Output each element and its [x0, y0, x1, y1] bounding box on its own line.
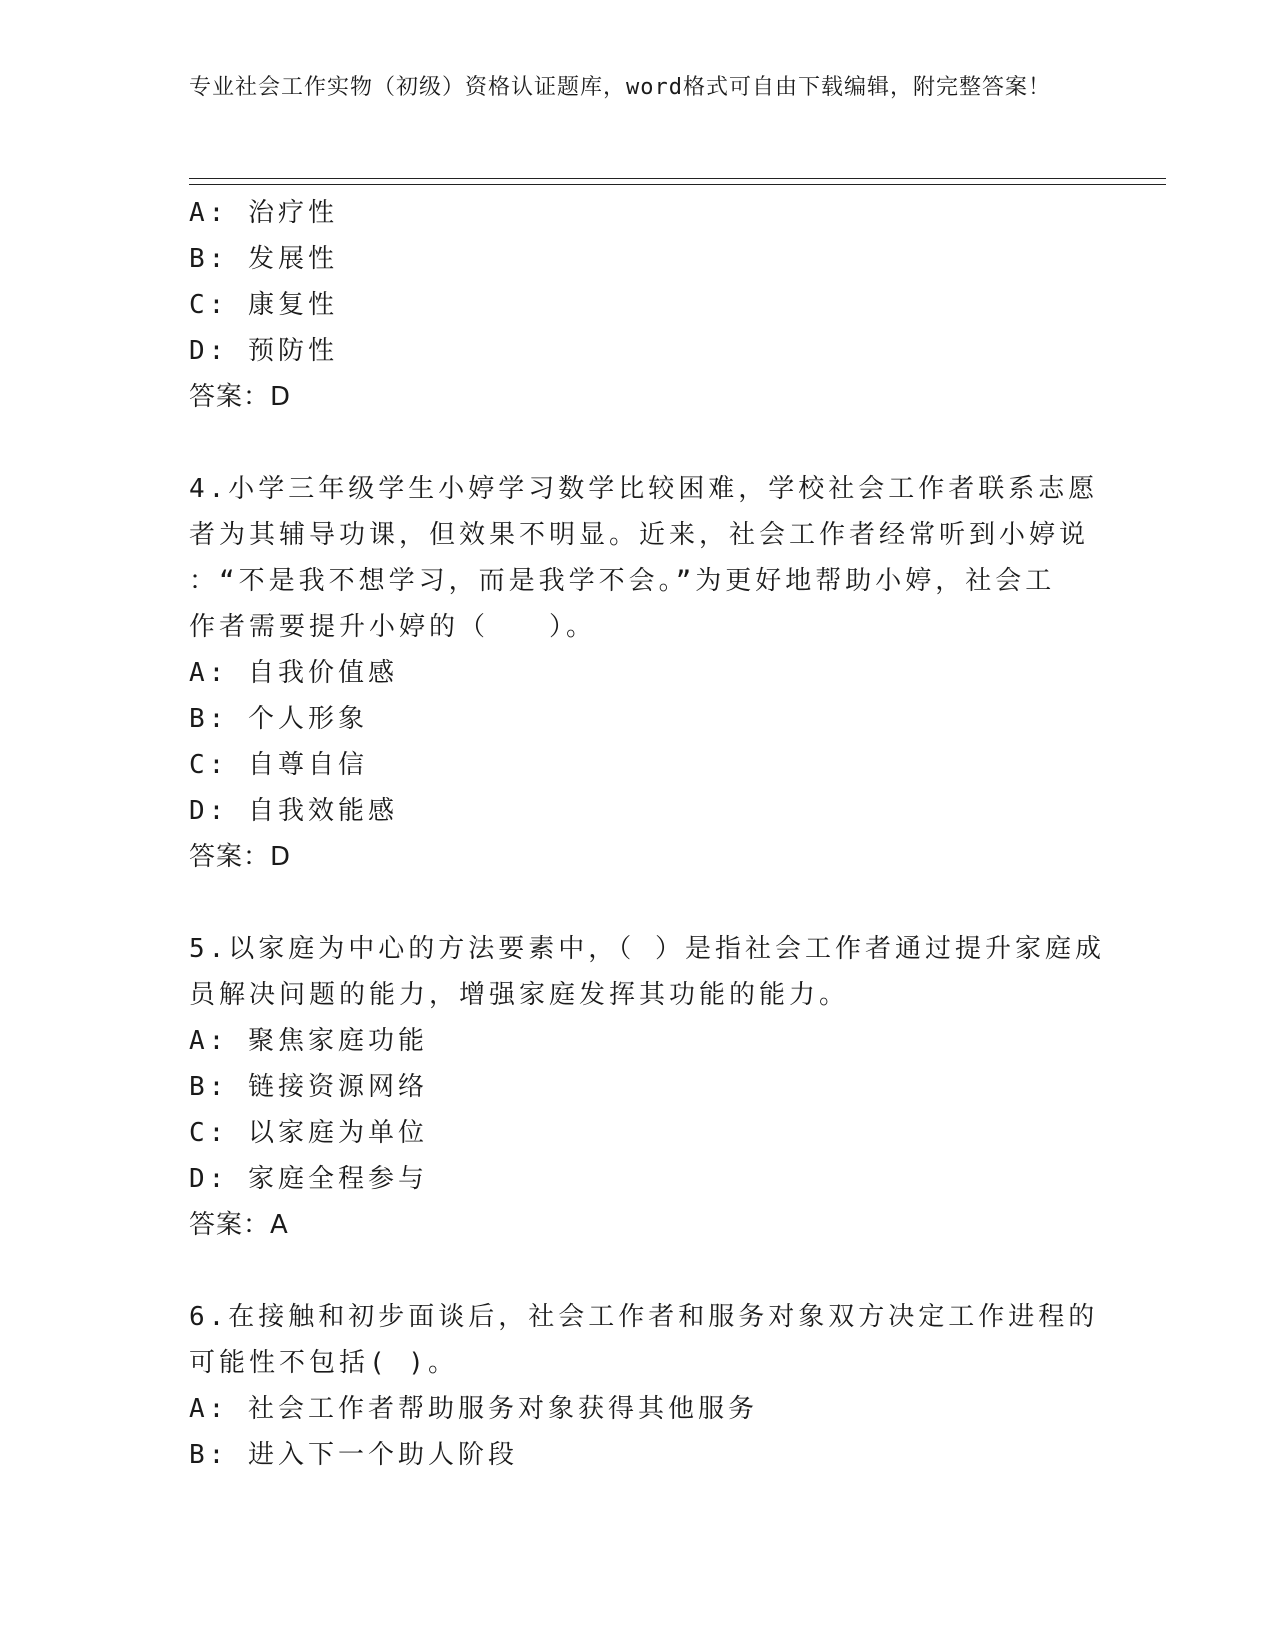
- answer: 答案：D: [189, 842, 292, 872]
- document-header: 专业社会工作实物（初级）资格认证题库，word格式可自由下载编辑，附完整答案！: [189, 75, 1051, 100]
- option-c: C: 以家庭为单位: [189, 1118, 428, 1148]
- option-d: D: 自我效能感: [189, 796, 398, 826]
- question-text-line: 员解决问题的能力，增强家庭发挥其功能的能力。: [189, 980, 850, 1010]
- question-text-line: 者为其辅导功课，但效果不明显。近来，社会工作者经常听到小婷说: [189, 520, 1090, 550]
- option-c: C: 自尊自信: [189, 750, 368, 780]
- option-a: A: 治疗性: [189, 198, 338, 228]
- option-d: D: 家庭全程参与: [189, 1164, 428, 1194]
- option-b: B: 链接资源网络: [189, 1072, 428, 1102]
- answer: 答案：D: [189, 382, 292, 412]
- answer: 答案：A: [189, 1210, 289, 1240]
- question-text-line: 可能性不包括( )。: [189, 1348, 458, 1378]
- option-a: A: 聚焦家庭功能: [189, 1026, 428, 1056]
- question-6: [189, 1294, 1099, 1478]
- header-divider-top: [189, 178, 1166, 179]
- question-list: [189, 190, 1105, 1478]
- option-b: B: 进入下一个助人阶段: [189, 1440, 518, 1470]
- question-text-line: 6.在接触和初步面谈后，社会工作者和服务对象双方决定工作进程的: [189, 1302, 1099, 1332]
- question-3: [189, 190, 1079, 420]
- option-a: A: 社会工作者帮助服务对象获得其他服务: [189, 1394, 758, 1424]
- question-4: [189, 466, 1099, 880]
- question-5: [189, 926, 1105, 1248]
- option-b: B: 发展性: [189, 244, 338, 274]
- option-b: B: 个人形象: [189, 704, 368, 734]
- question-text-line: 作者需要提升小婷的（ ）。: [189, 612, 597, 642]
- question-text-line: ：“不是我不想学习，而是我学不会。”为更好地帮助小婷，社会工: [189, 566, 1056, 596]
- header-divider-bottom: [189, 184, 1166, 185]
- option-c: C: 康复性: [189, 290, 338, 320]
- question-text-line: 5.以家庭为中心的方法要素中，（ ）是指社会工作者通过提升家庭成: [189, 934, 1105, 964]
- option-d: D: 预防性: [189, 336, 338, 366]
- option-a: A: 自我价值感: [189, 658, 398, 688]
- question-text-line: 4.小学三年级学生小婷学习数学比较困难，学校社会工作者联系志愿: [189, 474, 1099, 504]
